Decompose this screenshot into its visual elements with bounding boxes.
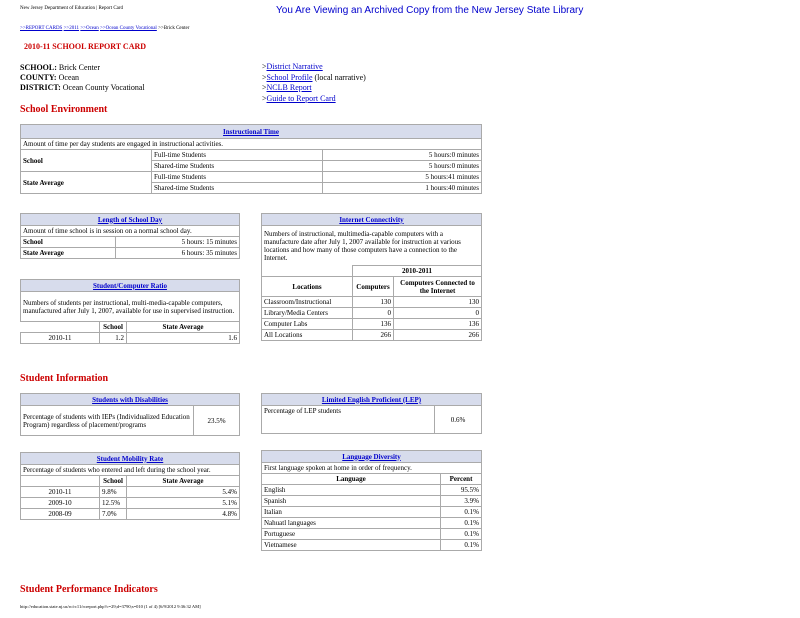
computer-ratio-title[interactable]: Student/Computer Ratio [93,281,167,290]
breadcrumb [20,26,189,31]
language-name: Vietnamese [262,540,441,551]
internet-description: Numbers of instructional, multimedia-capable computers with a manufacture date after July 1, 2007 available for instruction at various locations and how many of those computers have a connection to the Internet. [262,226,482,266]
language-percent: 0.1% [441,518,482,529]
school-label: SCHOOL: [20,63,57,72]
district-name: Ocean County Vocational [62,83,145,92]
school-day-description: Amount of time school is in session on a normal school day. [21,226,240,237]
instructional-time-caption [21,125,482,139]
state-shared-time-value: 1 hours:40 minutes [323,183,482,194]
language-table [261,450,482,551]
location-name: Computer Labs [262,319,353,330]
breadcrumb-county[interactable]: >>Ocean [80,26,99,31]
internet-title[interactable]: Internet Connectivity [339,215,404,224]
location-name: All Locations [262,330,353,341]
table-row [262,529,482,540]
district-label: DISTRICT: [20,83,61,92]
internet-col-locations: Locations [262,277,353,297]
internet-year: 2010-2011 [353,266,482,277]
computer-ratio-description: Numbers of students per instructional, multi-media-capable computers, manufactured after July 1, 2007, available for use in supervised instruction. [21,292,240,322]
table-row [262,518,482,529]
link-bullet: > [262,93,267,103]
location-connected: 266 [394,330,482,341]
link-bullet: > [262,72,267,82]
table-row [262,319,482,330]
mobility-year: 2008-09 [21,509,100,520]
mobility-table [20,452,240,520]
language-name: Portuguese [262,529,441,540]
disabilities-table [20,393,240,436]
location-connected: 0 [394,308,482,319]
school-shared-time-value: 5 hours:0 minutes [323,161,482,172]
section-student-performance: Student Performance Indicators [20,584,158,595]
language-percent: 0.1% [441,507,482,518]
language-name: English [262,485,441,496]
report-title: 2010-11 SCHOOL REPORT CARD [24,42,147,51]
language-col-percent: Percent [441,474,482,485]
school-full-time-label: Full-time Students [152,150,323,161]
school-day-school-label: School [21,237,116,248]
table-row [21,498,240,509]
internet-col-computers: Computers [353,277,394,297]
school-info [20,63,145,93]
location-connected: 136 [394,319,482,330]
school-full-time-value: 5 hours:0 minutes [323,150,482,161]
mobility-school: 12.5% [100,498,127,509]
district-narrative-link[interactable]: District Narrative [266,62,323,71]
link-bullet: > [262,83,267,92]
location-computers: 0 [353,308,394,319]
computer-ratio-blank [21,322,100,333]
mobility-blank [21,476,100,487]
table-row [262,308,482,319]
breadcrumb-report-cards[interactable]: >>REPORT CARDS [20,26,63,31]
language-percent: 95.5% [441,485,482,496]
mobility-title[interactable]: Student Mobility Rate [96,454,164,463]
school-profile-note: (local narrative) [312,72,366,82]
mobility-state: 5.1% [127,498,240,509]
internet-caption [262,214,482,226]
table-row [262,297,482,308]
lep-table [261,393,482,434]
school-shared-time-label: Shared-time Students [152,161,323,172]
guide-link[interactable]: Guide to Report Card [266,93,336,103]
state-full-time-value: 5 hours:41 minutes [323,172,482,183]
school-day-school-value: 5 hours: 15 minutes [115,237,239,248]
school-day-state-label: State Average [21,248,116,259]
mobility-col-school: School [100,476,127,487]
breadcrumb-district[interactable]: >>Ocean County Vocational [99,26,157,31]
nclb-report-link[interactable]: NCLB Report [266,83,312,92]
language-percent: 0.1% [441,529,482,540]
internet-table [261,213,482,341]
language-col-language: Language [262,474,441,485]
language-name: Spanish [262,496,441,507]
language-percent: 0.1% [441,540,482,551]
computer-ratio-school-value: 1.2 [100,333,127,344]
mobility-school: 9.8% [100,487,127,498]
computer-ratio-table [20,279,240,344]
language-caption [262,451,482,463]
location-connected: 130 [394,297,482,308]
location-computers: 136 [353,319,394,330]
school-profile-link[interactable]: School Profile [266,72,313,82]
computer-ratio-year: 2010-11 [21,333,100,344]
state-shared-time-label: Shared-time Students [152,183,323,194]
table-row [262,485,482,496]
archive-notice: You Are Viewing an Archived Copy from the New Jersey State Library [276,5,584,16]
school-day-state-value: 6 hours: 35 minutes [115,248,239,259]
computer-ratio-col-state: State Average [127,322,240,333]
language-name: Italian [262,507,441,518]
state-full-time-label: Full-time Students [152,172,323,183]
disabilities-title[interactable]: Students with Disabilities [92,395,168,404]
breadcrumb-year[interactable]: >>2011 [63,26,80,31]
instructional-time-school-label: School [21,150,152,172]
county-name: Ocean [58,73,80,82]
instructional-time-state-label: State Average [21,172,152,194]
mobility-year: 2010-11 [21,487,100,498]
school-day-caption [21,214,240,226]
mobility-year: 2009-10 [21,498,100,509]
internet-col-connected: Computers Connected to the Internet [394,277,482,297]
instructional-time-title[interactable]: Instructional Time [223,127,279,136]
computer-ratio-caption [21,280,240,292]
lep-value: 0.6% [435,406,482,434]
disabilities-caption [21,394,240,406]
table-row [262,330,482,341]
mobility-school: 7.0% [100,509,127,520]
breadcrumb-school: >>Brick Center [158,26,190,31]
disabilities-description: Percentage of students with IEPs (Individualized Education Program) regardless of placement/programs [21,406,194,436]
instructional-time-table [20,124,482,194]
language-percent: 3.9% [441,496,482,507]
language-name: Nahuatl languages [262,518,441,529]
table-row [21,509,240,520]
school-day-table [20,213,240,259]
mobility-caption [21,453,240,465]
school-day-title[interactable]: Length of School Day [97,215,163,224]
location-computers: 130 [353,297,394,308]
location-computers: 266 [353,330,394,341]
mobility-state: 5.4% [127,487,240,498]
link-bullet: > [262,62,267,71]
mobility-description: Percentage of students who entered and left during the school year. [21,465,240,476]
page-header-title: New Jersey Department of Education | Report Card [20,6,124,11]
disabilities-value: 23.5% [194,406,240,436]
language-title[interactable]: Language Diversity [342,452,401,461]
table-row [21,487,240,498]
instructional-time-description: Amount of time per day students are engaged in instructional activities. [21,139,482,150]
county-label: COUNTY: [20,73,57,82]
internet-blank [262,266,353,277]
school-name: Brick Center [58,63,101,72]
table-row [262,496,482,507]
computer-ratio-state-value: 1.6 [127,333,240,344]
lep-caption [262,394,482,406]
table-row [262,540,482,551]
mobility-state: 4.8% [127,509,240,520]
location-name: Classroom/Instructional [262,297,353,308]
location-name: Library/Media Centers [262,308,353,319]
lep-title[interactable]: Limited English Proficient (LEP) [321,395,422,404]
page-footer-url: http://education.state.nj.us/rc/rc11/rcreport.php?c=29;d=3790;s=010 (1 of 4) [6/9/2012 9:36:32 AM] [20,604,201,609]
report-links [262,62,366,104]
table-row [262,507,482,518]
section-student-information: Student Information [20,373,109,384]
mobility-col-state: State Average [127,476,240,487]
section-school-environment: School Environment [20,104,108,115]
language-description: First language spoken at home in order of frequency. [262,463,482,474]
lep-description: Percentage of LEP students [262,406,435,434]
computer-ratio-col-school: School [100,322,127,333]
